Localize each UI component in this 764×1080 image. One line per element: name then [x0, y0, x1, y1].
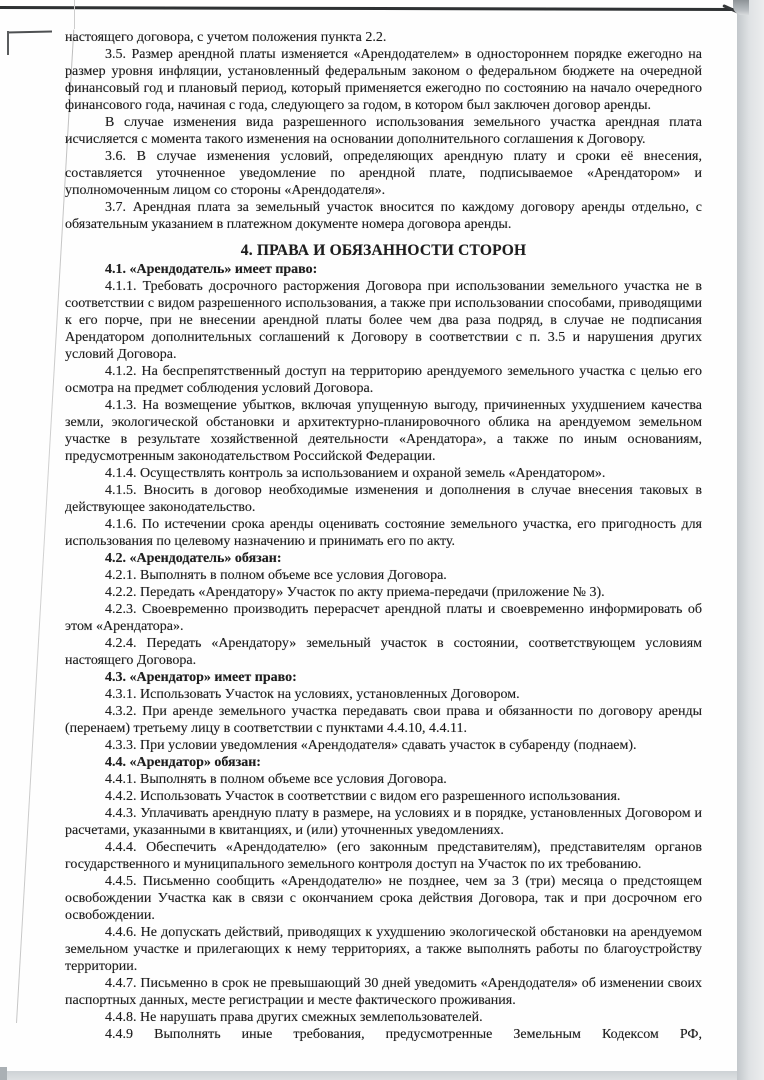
paragraph: 4.4.2. Использовать Участок в соответствии с видом его разрешенного использования. — [105, 789, 621, 804]
paragraph: 4.1.2. На беспрепятственный доступ на территорию арендуемого земельного участка с целью его осмотра на предмет соблюдения условий Договора. — [65, 364, 702, 396]
paragraph: 3.5. Размер арендной платы изменяется «Арендодателем» в одностороннем порядке ежегодно на размер уровня инфляции, установленный федеральным законом о федеральном бюджете на очередной финансовый год и плановый период, который применяется ежегодно по состоянию на начало очередного финансового года, начиная с года, следующего за годом, в котором был заключен договор аренды. — [65, 47, 702, 113]
paragraph: 4.1.4. Осуществлять контроль за использованием и охраной земель «Арендатором». — [105, 466, 606, 481]
paragraph: 4.2.2. Передать «Арендатору» Участок по акту приема-передачи (приложение № 3). — [105, 585, 605, 600]
scan-artifact-bracket — [7, 31, 52, 34]
paragraph: 4.4.4. Обеспечить «Арендодателю» (его законным представителям), представителям органов государственного и муниципального земельного контроля доступ на Участок по их требованию. — [65, 840, 702, 872]
paragraph: 4.2.4. Передать «Арендатору» земельный участок в состоянии, соответствующем условиям настоящего Договора. — [65, 636, 702, 668]
paragraph: настоящего договора, с учетом положения пункта 2.2. — [65, 30, 387, 45]
paragraph: 4.1. «Арендодатель» имеет право: — [105, 262, 318, 277]
paragraph: 4.3.2. При аренде земельного участка передавать свои права и обязанности по договору аренды (перенаем) третьему лицу в соответствии с пунктами 4.4.10, 4.4.11. — [65, 704, 702, 736]
scan-edge-right — [737, 0, 764, 1080]
paragraph: 4.2.3. Своевременно производить перерасчет арендной платы и своевременно информировать об этом «Арендатора». — [65, 602, 702, 634]
scan-artifact-bracket — [7, 31, 9, 55]
paragraph: 4.3. «Арендатор» имеет право: — [105, 670, 297, 685]
page-top-edge-line — [0, 6, 738, 11]
paragraph: 4.1.1. Требовать досрочного расторжения Договора при использовании земельного участка не в соответствии с видом разрешенного использования, а также при использовании способами, приводящими к его порче, при не внесении арендной платы более чем два раза подряд, в случае не подписания Арендатором дополнительных соглашений к Договору в соответствии с п. 3.5 и нарушения других условий Договора. — [65, 279, 702, 362]
paragraph: 3.6. В случае изменения условий, определяющих арендную плату и сроки её внесения, составляется уточненное уведомление по арендной плате, подписываемое «Арендатором» и уполномоченным лицом со стороны «Арендодателя». — [65, 149, 702, 198]
paragraph: 4.4.8. Не нарушать права других смежных землепользователей. — [105, 1010, 483, 1025]
paragraph: 4.1.6. По истечении срока аренды оценивать состояние земельного участка, его пригодность для использования по целевому назначению и принимать его по акту. — [65, 517, 702, 549]
paragraph: 4.3.3. При условии уведомления «Арендодателя» сдавать участок в субаренду (поднаем). — [105, 738, 637, 753]
paragraph: В случае изменения вида разрешенного использования земельного участка арендная плата исчисляется с момента такого изменения на основании дополнительного соглашения к Договору. — [65, 115, 702, 147]
page-fold-line-top — [74, 0, 75, 29]
paragraph: 4.2.1. Выполнять в полном объеме все условия Договора. — [105, 568, 447, 583]
scan-edge-bottom — [0, 1071, 737, 1080]
paragraph: 4.4.9 Выполнять иные требования, предусмотренные Земельным Кодексом РФ, — [105, 1027, 702, 1042]
paragraph: 4.2. «Арендодатель» обязан: — [105, 551, 282, 566]
paragraph: 4. ПРАВА И ОБЯЗАННОСТИ СТОРОН — [240, 242, 527, 259]
paragraph: 4.4.7. Письменно в срок не превышающий 30 дней уведомить «Арендодателя» об изменении своих паспортных данных, месте регистрации и месте фактического проживания. — [65, 976, 702, 1008]
paragraph: 4.4.1. Выполнять в полном объеме все условия Договора. — [105, 772, 447, 787]
paragraph: 4.4.6. Не допускать действий, приводящих к ухудшению экологической обстановки на арендуемом земельном участке и прилегающих к нему территориях, а также выполнять работы по благоустройству территории. — [65, 925, 702, 974]
document-body — [65, 29, 702, 1043]
paragraph: 3.7. Арендная плата за земельный участок вносится по каждому договору аренды отдельно, с обязательным указанием в платежном документе номера договора аренды. — [65, 200, 702, 232]
paragraph: 4.1.5. Вносить в договор необходимые изменения и дополнения в случае внесения таковых в действующее законодательство. — [65, 483, 702, 515]
paragraph: 4.4. «Арендатор» обязан: — [105, 755, 261, 770]
paragraph: 4.1.3. На возмещение убытков, включая упущенную выгоду, причиненных ухудшением качества земли, экологической обстановки и архитектурно-планировочного облика на арендуемом земельном участке в результате хозяйственной деятельности «Арендатора», а также по иным основаниям, предусмотренным законодательством Российской Федерации. — [65, 398, 702, 464]
scan-corner-top-right — [733, 0, 749, 15]
paragraph: 4.4.5. Письменно сообщить «Арендодателю» не позднее, чем за 3 (три) месяца о предстоящем освобождении Участка как в связи с окончанием срока действия Договора, так и при досрочном его освобождении. — [65, 874, 702, 923]
paragraph: 4.3.1. Использовать Участок на условиях, установленных Договором. — [105, 687, 520, 702]
paragraph: 4.4.3. Уплачивать арендную плату в размере, на условиях и в порядке, установленных Договором и расчетами, указанными в квитанциях, и (или) уточненных уведомлениях. — [65, 806, 702, 838]
scan-corner-bottom-left — [0, 1067, 7, 1080]
